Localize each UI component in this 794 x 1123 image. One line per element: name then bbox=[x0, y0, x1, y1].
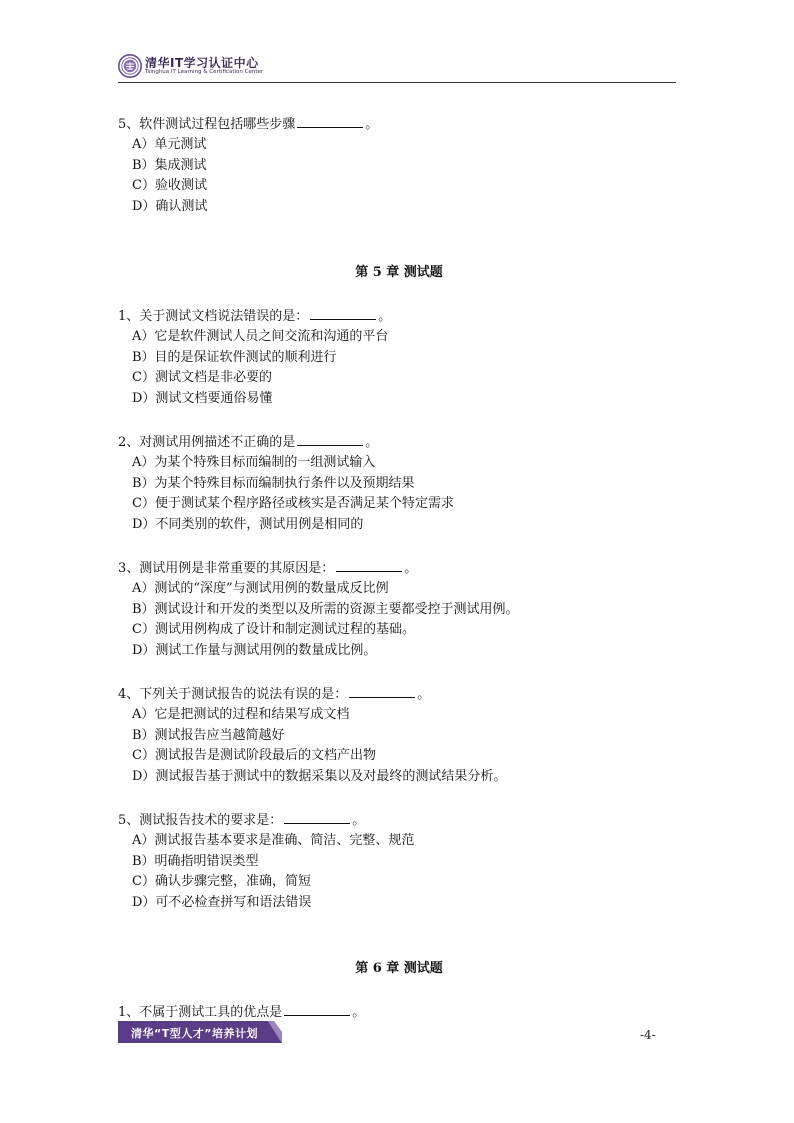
option: D）不同类别的软件，测试用例是相同的 bbox=[132, 517, 364, 533]
option: A）测试报告基本要求是准确、简洁、完整、规范 bbox=[132, 832, 415, 848]
option: C）测试用例构成了设计和制定测试过程的基础。 bbox=[132, 622, 415, 638]
footer-banner-text: 清华“T型人才”培养计划 bbox=[131, 1027, 258, 1040]
option: A）测试的“深度”与测试用例的数量成反比例 bbox=[132, 580, 389, 596]
option: D）可不必检查拼写和语法错误 bbox=[132, 895, 312, 911]
option: A）为某个特殊目标而编制的一组测试输入 bbox=[132, 454, 376, 470]
question: 1、不属于测试工具的优点是 。 bbox=[118, 1002, 678, 1023]
option: C）确认步骤完整，准确，简短 bbox=[132, 874, 311, 890]
question: 5、软件测试过程包括哪些步骤 。 bbox=[118, 114, 678, 135]
chapter-title: 第 5 章 测试题 bbox=[355, 264, 443, 280]
chapter-title: 第 6 章 测试题 bbox=[355, 960, 443, 976]
option: C）测试文档是非必要的 bbox=[132, 370, 272, 386]
option: A）它是把测试的过程和结果写成文档 bbox=[132, 706, 350, 722]
footer-banner bbox=[118, 1021, 282, 1043]
option: B）测试设计和开发的类型以及所需的资源主要都受控于测试用例。 bbox=[132, 601, 519, 617]
question: 3、测试用例是非常重要的其原因是： 。 bbox=[118, 558, 678, 579]
answer-blank bbox=[297, 432, 363, 446]
question: 5、测试报告技术的要求是： 。 bbox=[118, 810, 678, 831]
answer-blank bbox=[284, 810, 350, 824]
option: B）明确指明错误类型 bbox=[132, 853, 259, 869]
option: C）验收测试 bbox=[132, 178, 207, 194]
option: B）集成测试 bbox=[132, 157, 207, 173]
document-body bbox=[118, 114, 678, 1023]
option: B）目的是保证软件测试的顺利进行 bbox=[132, 349, 337, 365]
option: D）测试工作量与测试用例的数量成比例。 bbox=[132, 643, 377, 659]
option: C）测试报告是测试阶段最后的文档产出物 bbox=[132, 748, 376, 764]
answer-blank bbox=[336, 558, 402, 572]
option: B）测试报告应当越简越好 bbox=[132, 727, 285, 743]
option: C）便于测试某个程序路径或核实是否满足某个特定需求 bbox=[132, 496, 454, 512]
question: 1、关于测试文档说法错误的是： 。 bbox=[118, 306, 678, 327]
page-number: -4- bbox=[640, 1028, 656, 1042]
answer-blank bbox=[297, 114, 363, 128]
logo-english-text: Tsinghua IT Learning & Certification Center bbox=[145, 69, 264, 75]
answer-blank bbox=[349, 684, 415, 698]
page-header bbox=[118, 50, 676, 84]
tsinghua-seal-icon bbox=[118, 54, 142, 78]
option: D）确认测试 bbox=[132, 199, 208, 215]
option: D）测试文档要通俗易懂 bbox=[132, 391, 273, 407]
option: D）测试报告基于测试中的数据采集以及对最终的测试结果分析。 bbox=[132, 769, 507, 785]
logo-chinese-text: 清华IT学习认证中心 bbox=[145, 56, 259, 70]
question: 2、对测试用例描述不正确的是 。 bbox=[118, 432, 678, 453]
answer-blank bbox=[284, 1002, 350, 1016]
answer-blank bbox=[310, 306, 376, 320]
question: 4、下列关于测试报告的说法有误的是： 。 bbox=[118, 684, 678, 705]
option: B）为某个特殊目标而编制执行条件以及预期结果 bbox=[132, 475, 415, 491]
option: A）单元测试 bbox=[132, 136, 207, 152]
header-divider bbox=[118, 82, 676, 83]
option: A）它是软件测试人员之间交流和沟通的平台 bbox=[132, 328, 389, 344]
